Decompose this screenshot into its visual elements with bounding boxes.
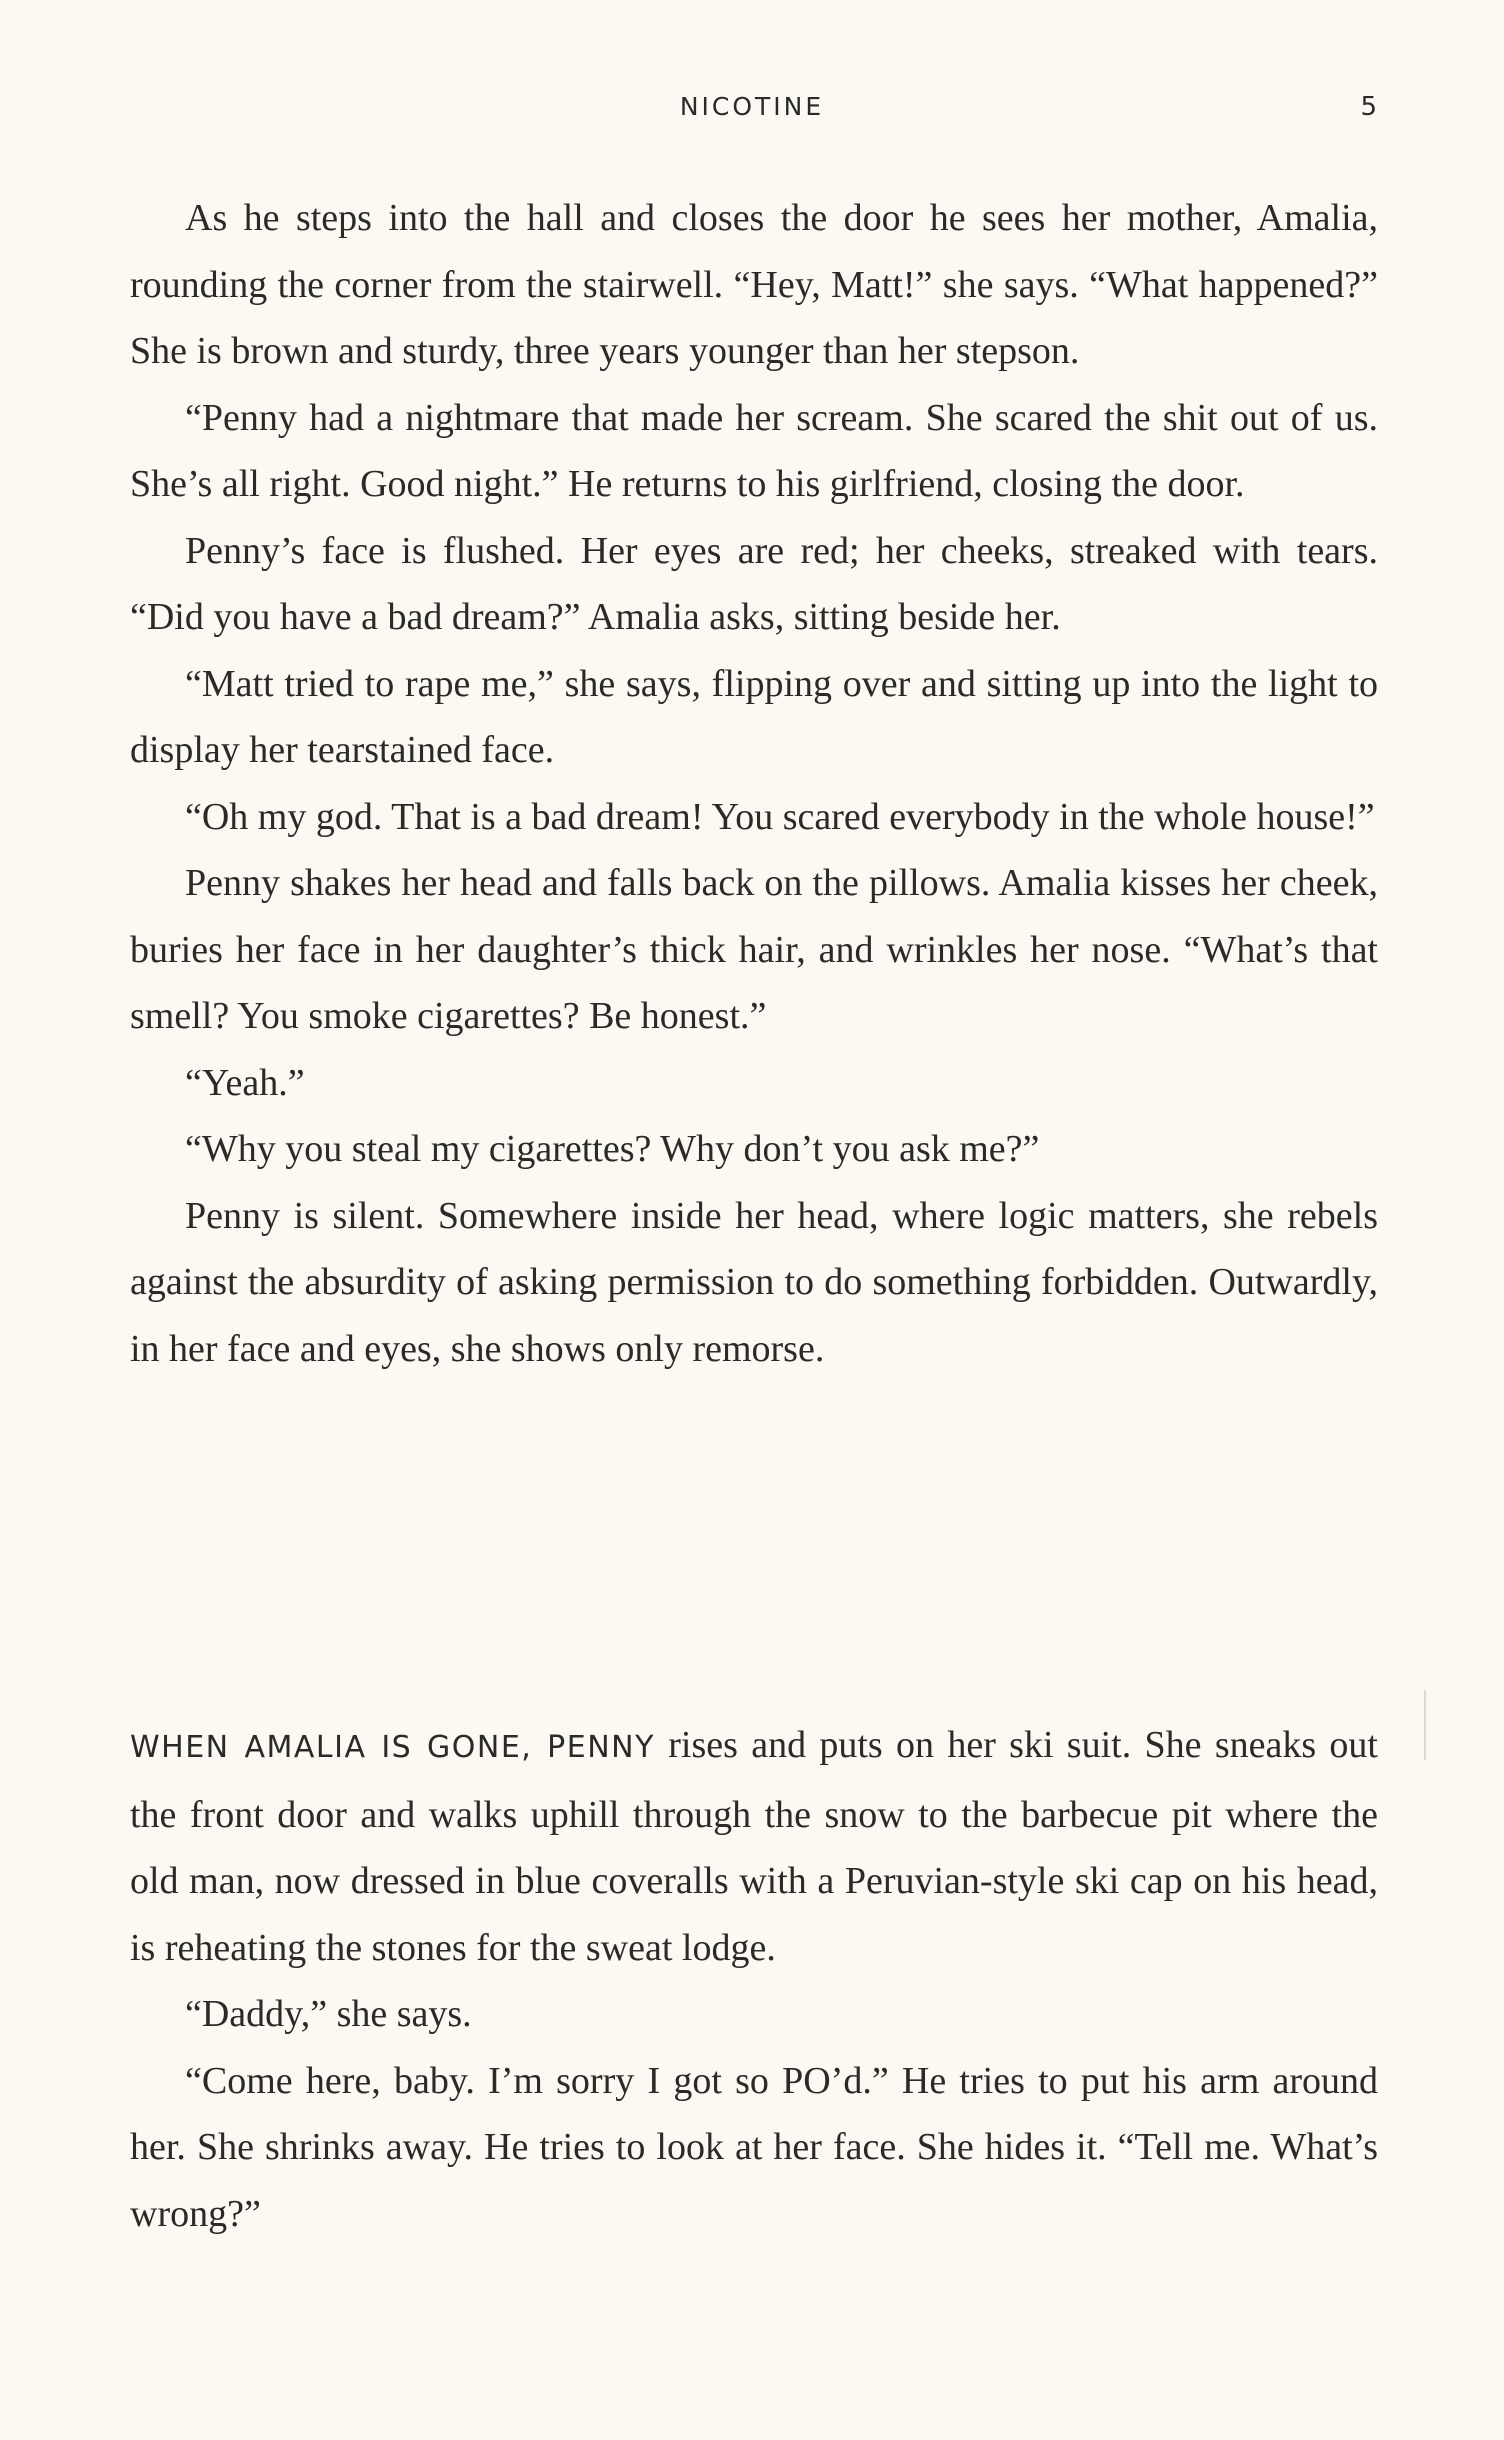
- section-one: [130, 185, 1378, 1382]
- running-head: [0, 92, 1504, 132]
- paragraph: “Matt tried to rape me,” she says, flipping over and sitting up into the light to display her tearstained face.: [130, 662, 1378, 771]
- paragraph: Penny shakes her head and falls back on the pillows. Amalia kisses her cheek, buries her face in her daughter’s thick hair, and wrinkles her nose. “What’s that smell? You smoke cigarettes? Be honest.”: [130, 862, 1378, 1037]
- paragraph: Penny’s face is flushed. Her eyes are red; her cheeks, streaked with tears. “Did you have a bad dream?” Amalia asks, sitting beside her.: [130, 529, 1378, 638]
- chapter-title: NICOTINE: [679, 92, 825, 121]
- section-lead-in: WHEN AMALIA IS GONE, PENNY: [130, 1730, 655, 1765]
- paragraph: “Yeah.”: [185, 1061, 305, 1104]
- paragraph-text: rises and puts on her ski suit. She sneaks out the front door and walks uphill through the snow to the barbecue pit where the old man, now dressed in blue coveralls with a Peruvian-style ski cap on his head, is reheating the stones for the sweat lodge.: [130, 1724, 1378, 1969]
- paragraph: “Penny had a nightmare that made her scream. She scared the shit out of us. She’s all right. Good night.” He returns to his girlfriend, closing the door.: [130, 396, 1378, 505]
- paragraph: Penny is silent. Somewhere inside her head, where logic matters, she rebels against the absurdity of asking permission to do something forbidden. Outwardly, in her face and eyes, she shows only remorse.: [130, 1194, 1378, 1370]
- section-opening-paragraph: [130, 1712, 1378, 1981]
- paragraph: “Come here, baby. I’m sorry I got so PO’d.” He tries to put his arm around her. She shrinks away. He tries to look at her face. She hides it. “Tell me. What’s wrong?”: [130, 2059, 1378, 2235]
- section-two: [130, 1712, 1378, 2247]
- paragraph: “Daddy,” she says.: [185, 1993, 472, 2035]
- paragraph: As he steps into the hall and closes the door he sees her mother, Amalia, rounding the corner from the stairwell. “Hey, Matt!” she says. “What happened?” She is brown and sturdy, three years younger than her stepson.: [130, 197, 1378, 372]
- margin-mark: [1424, 1690, 1426, 1760]
- page-number: 5: [1360, 92, 1377, 122]
- paragraph: “Why you steal my cigarettes? Why don’t you ask me?”: [185, 1128, 1040, 1170]
- paragraph: “Oh my god. That is a bad dream! You scared everybody in the whole house!”: [185, 795, 1375, 838]
